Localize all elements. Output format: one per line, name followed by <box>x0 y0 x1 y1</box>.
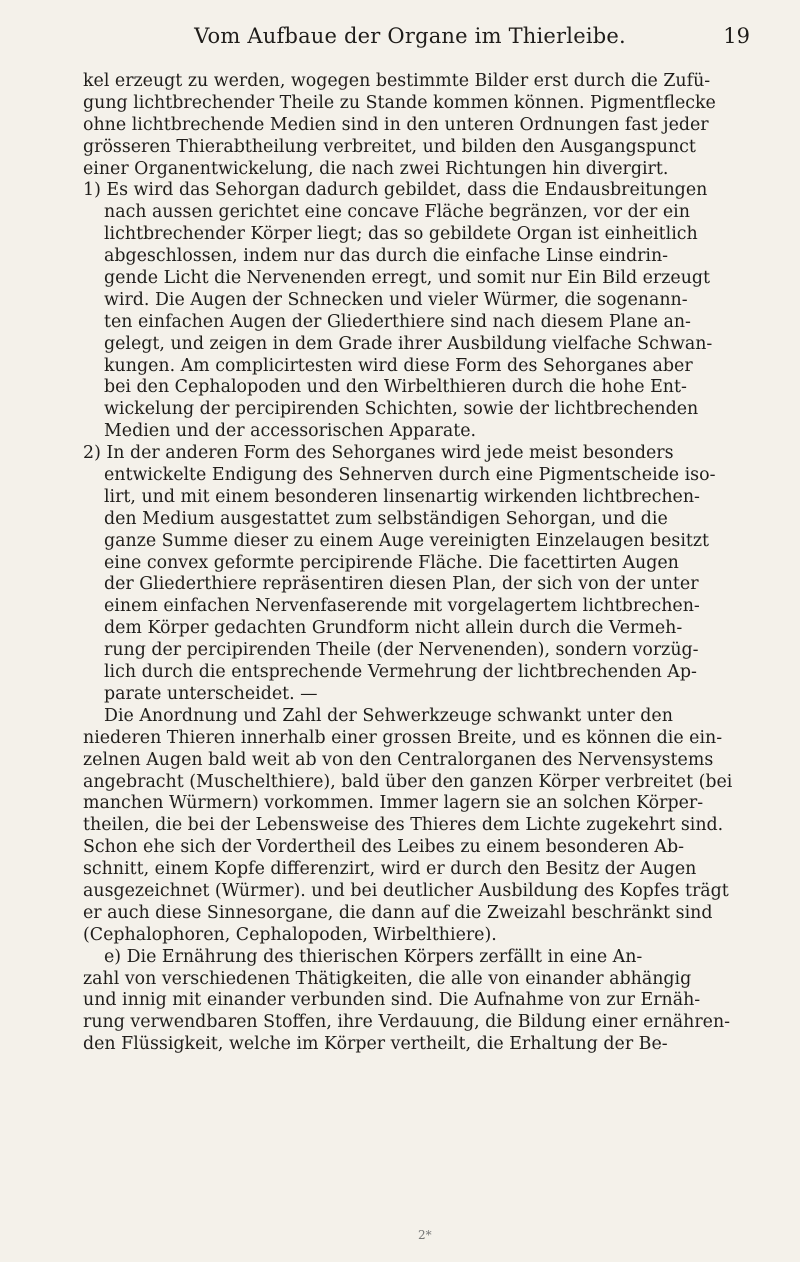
text-line: ohne lichtbrechende Medien sind in den unteren Ordnungen fast jeder <box>83 114 709 135</box>
text-line: ten einfachen Augen der Gliederthiere sind nach diesem Plane an- <box>104 311 691 332</box>
text-line: entwickelte Endigung des Sehnerven durch eine Pigmentscheide iso- <box>104 465 716 486</box>
text-line: lichtbrechender Körper liegt; das so gebildete Organ ist einheitlich <box>104 224 698 245</box>
text-line: lirt, und mit einem besonderen linsenartig wirkenden lichtbrechen- <box>104 486 700 507</box>
text-line: 1) Es wird das Sehorgan dadurch gebildet, dass die Endausbreitungen <box>83 180 708 201</box>
text-line: 2) In der anderen Form des Sehorganes wird jede meist besonders <box>83 443 674 464</box>
text-line: gung lichtbrechender Theile zu Stande kommen können. Pigmentflecke <box>83 92 716 113</box>
text-line: er auch diese Sinnesorgane, die dann auf die Zweizahl beschränkt sind <box>83 902 713 923</box>
text-line: dem Körper gedachten Grundform nicht allein durch die Vermeh- <box>104 618 683 639</box>
text-line: den Medium ausgestattet zum selbständigen Sehorgan, und die <box>104 508 668 529</box>
text-line: zahl von verschiedenen Thätigkeiten, die alle von einander abhängig <box>83 968 692 989</box>
signature-mark: 2* <box>418 1228 432 1242</box>
text-line: zelnen Augen bald weit ab von den Centralorganen des Nervensystems <box>83 749 714 770</box>
text-line: einer Organentwickelung, die nach zwei Richtungen hin divergirt. <box>83 158 669 179</box>
text-line: niederen Thieren innerhalb einer grossen Breite, und es können die ein- <box>83 727 723 748</box>
text-line: kungen. Am complicirtesten wird diese Form des Sehorganes aber <box>104 355 693 376</box>
text-line: grösseren Thierabtheilung verbreitet, und bilden den Ausgangspunct <box>83 136 696 157</box>
running-head <box>70 24 750 56</box>
text-line: (Cephalophoren, Cephalopoden, Wirbelthiere). <box>83 924 497 945</box>
text-line: manchen Würmern) vorkommen. Immer lagern sie an solchen Körper- <box>83 793 704 814</box>
text-line: e) Die Ernährung des thierischen Körpers zerfällt in eine An- <box>104 946 643 967</box>
text-line: schnitt, einem Kopfe differenzirt, wird er durch den Besitz der Augen <box>83 859 697 880</box>
page-number: 19 <box>723 24 750 48</box>
text-line: wickelung der percipirenden Schichten, sowie der lichtbrechenden <box>104 399 699 420</box>
text-line: Medien und der accessorischen Apparate. <box>104 421 477 442</box>
text-line: der Gliederthiere repräsentiren diesen Plan, der sich von der unter <box>104 574 699 595</box>
text-line: und innig mit einander verbunden sind. Die Aufnahme von zur Ernäh- <box>83 990 701 1011</box>
text-line: ganze Summe dieser zu einem Auge vereinigten Einzelaugen besitzt <box>104 530 710 551</box>
text-line: abgeschlossen, indem nur das durch die einfache Linse eindrin- <box>104 246 669 267</box>
text-line: theilen, die bei der Lebensweise des Thieres dem Lichte zugekehrt sind. <box>83 815 724 836</box>
text-line: gende Licht die Nervenenden erregt, und somit nur Ein Bild erzeugt <box>104 268 711 289</box>
text-line: Schon ehe sich der Vordertheil des Leibes zu einem besonderen Ab- <box>83 837 684 858</box>
text-line: rung verwendbaren Stoffen, ihre Verdauung, die Bildung einer ernähren- <box>83 1012 731 1033</box>
text-line: gelegt, und zeigen in dem Grade ihrer Ausbildung vielfache Schwan- <box>104 333 713 354</box>
text-line: bei den Cephalopoden und den Wirbelthieren durch die hohe Ent- <box>104 377 687 398</box>
body-text <box>83 71 753 1056</box>
text-line: eine convex geformte percipirende Fläche. Die facettirten Augen <box>104 552 679 573</box>
text-line: lich durch die entsprechende Vermehrung der lichtbrechenden Ap- <box>104 662 697 683</box>
text-line: angebracht (Muschelthiere), bald über den ganzen Körper verbreitet (bei <box>83 771 733 792</box>
text-line: einem einfachen Nervenfaserende mit vorgelagertem lichtbrechen- <box>104 596 700 617</box>
text-line: wird. Die Augen der Schnecken und vieler Würmer, die sogenann- <box>104 289 688 310</box>
text-line: Die Anordnung und Zahl der Sehwerkzeuge schwankt unter den <box>104 705 673 726</box>
text-line: parate unterscheidet. — <box>104 683 318 704</box>
running-title: Vom Aufbaue der Organe im Thierleibe. <box>194 24 626 48</box>
text-line: ausgezeichnet (Würmer). und bei deutlicher Ausbildung des Kopfes trägt <box>83 880 729 901</box>
text-line: rung der percipirenden Theile (der Nervenenden), sondern vorzüg- <box>104 640 699 661</box>
text-line: nach aussen gerichtet eine concave Fläche begränzen, vor der ein <box>104 202 690 223</box>
text-line: den Flüssigkeit, welche im Körper vertheilt, die Erhaltung der Be- <box>83 1034 668 1055</box>
text-line: kel erzeugt zu werden, wogegen bestimmte Bilder erst durch die Zufü- <box>83 71 711 91</box>
